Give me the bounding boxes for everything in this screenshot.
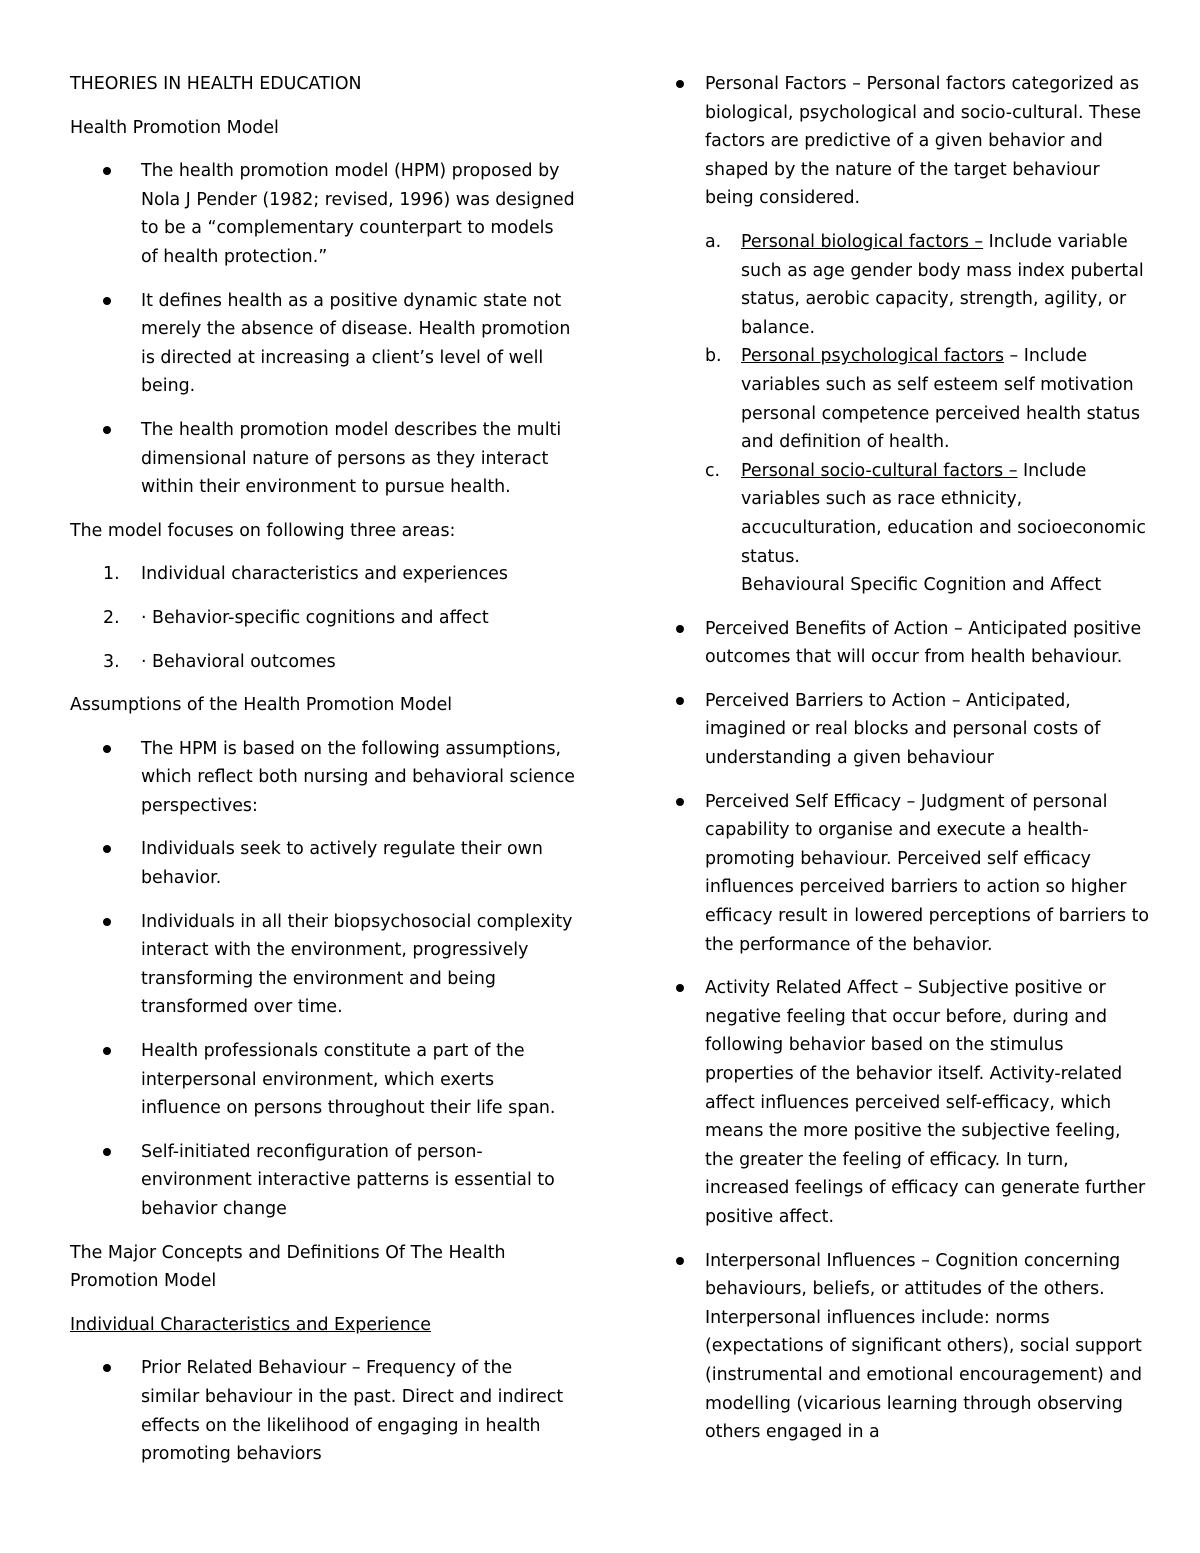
assumptions-heading: Assumptions of the Health Promotion Model <box>70 695 453 716</box>
bullet-icon <box>103 845 111 853</box>
list-item: It defines health as a positive dynamic state not merely the absence of disease. Health promotion is directed at increasing a client’s level of well being. <box>70 287 575 401</box>
list-item: Individuals in all their biopsychosocial complexity interact with the environment, progressively transforming the environment and being transformed over time. <box>70 908 575 1022</box>
hpm-heading: Health Promotion Model <box>70 117 279 138</box>
list-item: Perceived Self Efficacy – Judgment of personal capability to organise and execute a health-promoting behaviour. Perceived self efficacy influences perceived barriers to action so higher efficacy result in lowered perceptions of barriers to the performance of the behavior. <box>672 788 1152 960</box>
list-item: Individuals seek to actively regulate their own behavior. <box>70 835 575 892</box>
major-concepts-heading: The Major Concepts and Definitions Of The Health Promotion Model <box>70 1242 506 1292</box>
assumptions-bullet-list <box>70 735 575 1224</box>
left-column <box>70 70 575 1484</box>
focus-intro: The model focuses on following three areas: <box>70 520 456 541</box>
behavioural-cognition-heading: Behavioural Specific Cognition and Affect <box>741 575 1102 596</box>
list-letter: c. <box>705 460 721 481</box>
bullet-icon <box>103 426 111 434</box>
list-item: 3. · Behavioral outcomes <box>70 648 575 677</box>
hpm-bullet-list <box>70 157 575 502</box>
sub-item-label: Personal psychological factors <box>741 346 1004 367</box>
list-item: a. Personal biological factors – Include variable such as age gender body mass index pubertal status, aerobic capacity, strength, agility, or balance. <box>705 228 1152 342</box>
bullet-icon <box>676 697 684 705</box>
list-item: 2. · Behavior-specific cognitions and affect <box>70 604 575 633</box>
list-item: Perceived Benefits of Action – Anticipated positive outcomes that will occur from health behaviour. <box>672 615 1152 672</box>
list-item: c. Personal socio-cultural factors – Include variables such as race ethnicity, accuculturation, education and socioeconomic status. <box>705 457 1152 571</box>
list-letter: a. <box>705 231 722 252</box>
list-item: 1. Individual characteristics and experiences <box>70 560 575 589</box>
bullet-icon <box>676 625 684 633</box>
bullet-icon <box>103 745 111 753</box>
bullet-icon <box>103 1047 111 1055</box>
list-item: Activity Related Affect – Subjective positive or negative feeling that occur before, during and following behavior based on the stimulus properties of the behavior itself. Activity-related affect influences perceived self-efficacy, which means the more positive the subjective feeling, the greater the feeling of efficacy. In turn, increased feelings of efficacy can generate further positive affect. <box>672 974 1152 1231</box>
bullet-icon <box>103 918 111 926</box>
list-number: 1. <box>103 564 120 585</box>
personal-factors-sublist <box>705 228 1152 571</box>
personal-factors-list <box>672 70 1152 600</box>
bullet-icon <box>676 798 684 806</box>
list-item: b. Personal psychological factors – Include variables such as self esteem self motivation personal competence perceived health status and definition of health. <box>705 342 1152 456</box>
list-item: Health professionals constitute a part of the interpersonal environment, which exerts influence on persons throughout their life span. <box>70 1037 575 1123</box>
bullet-icon <box>676 1257 684 1265</box>
bullet-icon <box>676 984 684 992</box>
list-item: Interpersonal Influences – Cognition concerning behaviours, beliefs, or attitudes of the others. Interpersonal influences include: norms (expectations of significant others), social support (instrumental and emotional encouragement) and modelling (vicarious learning through observing others engaged in a <box>672 1247 1152 1447</box>
list-number: 2. <box>103 607 120 628</box>
concept-bullet-list <box>672 615 1152 1447</box>
sub-item-label: Personal socio-cultural factors – <box>741 460 1018 481</box>
bullet-icon <box>103 1148 111 1156</box>
individual-characteristics-heading: Individual Characteristics and Experience <box>70 1314 431 1335</box>
bullet-icon <box>103 297 111 305</box>
list-item: Perceived Barriers to Action – Anticipated, imagined or real blocks and personal costs of understanding a given behaviour <box>672 687 1152 773</box>
focus-list <box>70 560 575 676</box>
list-item: The health promotion model (HPM) proposed by Nola J Pender (1982; revised, 1996) was designed to be a “complementary counterpart to models of health protection.” <box>70 157 575 271</box>
list-item: The HPM is based on the following assumptions, which reflect both nursing and behavioral science perspectives: <box>70 735 575 821</box>
bullet-icon <box>103 1364 111 1372</box>
bullet-icon <box>676 80 684 88</box>
right-column <box>672 70 1152 1462</box>
list-item: The health promotion model describes the multi dimensional nature of persons as they interact within their environment to pursue health. <box>70 416 575 502</box>
list-item: Self-initiated reconfiguration of person-environment interactive patterns is essential to behavior change <box>70 1138 575 1224</box>
list-item: Prior Related Behaviour – Frequency of the similar behaviour in the past. Direct and indirect effects on the likelihood of engaging in health promoting behaviors <box>70 1354 575 1468</box>
bullet-icon <box>103 167 111 175</box>
document-title: THEORIES IN HEALTH EDUCATION <box>70 74 362 94</box>
list-item <box>672 70 1152 600</box>
personal-factors-text: Personal Factors – Personal factors categorized as biological, psychological and socio-cultural. These factors are predictive of a given behavior and shaped by the nature of the target behaviour being considered. <box>705 74 1142 209</box>
list-letter: b. <box>705 346 722 367</box>
ice-bullet-list <box>70 1354 575 1468</box>
list-number: 3. <box>103 651 120 672</box>
sub-item-label: Personal biological factors – <box>741 231 984 252</box>
